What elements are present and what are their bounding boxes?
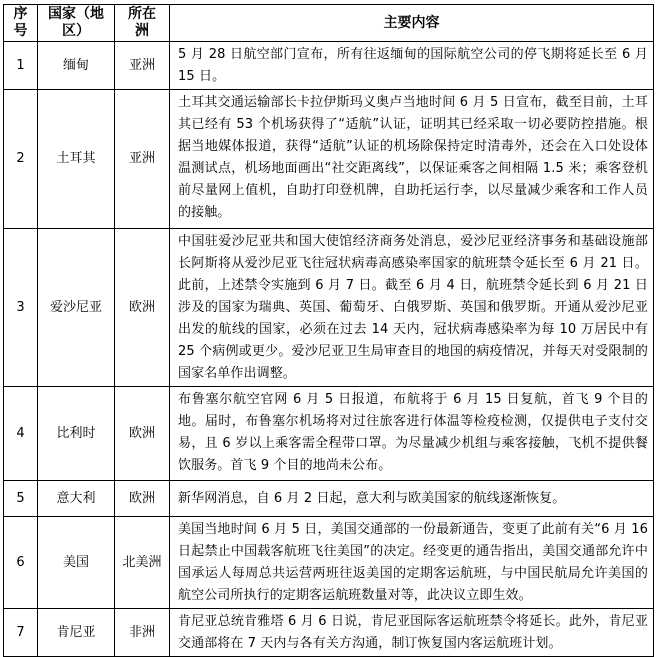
table-row [4, 517, 654, 609]
row-content: 5 月 28 日航空部门宣布，所有往返缅甸的国际航空公司的停飞期将延长至 6 月 15 日。 [170, 42, 654, 90]
header-index: 序号 [4, 5, 38, 42]
row-index: 6 [4, 517, 38, 609]
row-region: 北美洲 [115, 517, 170, 609]
header-content: 主要内容 [170, 5, 654, 42]
row-content: 土耳其交通运输部长卡拉伊斯玛义奥卢当地时间 6 月 5 日宣布，截至目前，土耳其已经有 53 个机场获得了“适航”认证，证明其已经采取一切必要防控措施。根据当地媒体报道，获得“适航”认证的机场除保持定时清毒外，还会在入口处设体温测试点，机场地面画出“社交距离线”，以保证乘客之间相隔 1.5 米；乘客登机前尽量网上值机，自助打印登机牌，自助托运行李，以尽量减少乘客和工作人员的接触。 [170, 90, 654, 229]
row-region: 欧洲 [115, 229, 170, 387]
table-row [4, 481, 654, 517]
row-index: 5 [4, 481, 38, 517]
row-content: 布鲁塞尔航空官网 6 月 5 日报道，布航将于 6 月 15 日复航，首飞 9 个目的地。届时，布鲁塞尔机场将对过往旅客进行体温等检疫检测，仅提供电子支付交易，且 6 岁以上乘客需全程带口罩。为尽量减少机组与乘客接触，飞机不提供餐饮服务。首飞 9 个目的地尚未公布。 [170, 387, 654, 481]
table-row [4, 90, 654, 229]
row-index: 4 [4, 387, 38, 481]
row-region: 欧洲 [115, 481, 170, 517]
row-content: 肯尼亚总统肯雅塔 6 月 6 日说，肯尼亚国际客运航班禁令将延长。此外，肯尼亚交通部将在 7 天内与各有关方沟通，制订恢复国内客运航班计划。 [170, 609, 654, 657]
row-country: 土耳其 [38, 90, 115, 229]
row-index: 2 [4, 90, 38, 229]
row-content: 新华网消息，自 6 月 2 日起，意大利与欧美国家的航线逐渐恢复。 [170, 481, 654, 517]
row-index: 1 [4, 42, 38, 90]
header-country: 国家（地区） [38, 5, 115, 42]
table-row [4, 609, 654, 657]
row-country: 肯尼亚 [38, 609, 115, 657]
row-content: 中国驻爱沙尼亚共和国大使馆经济商务处消息，爱沙尼亚经济事务和基础设施部长阿斯将从爱沙尼亚飞往冠状病毒高感染率国家的航班禁令延长至 6 月 21 日。此前，上述禁令实施到 6 月 7 日。截至 6 月 4 日，航班禁令延长到 6 月 21 日涉及的国家为瑞典、英国、葡萄牙、白俄罗斯、英国和俄罗斯。开通从爱沙尼亚出发的航线的国家，必须在过去 14 天内，冠状病毒感染率为每 10 万居民中有 25 个病例或更少。爱沙尼亚卫生局审查目的地国的病疫情况，并每天对受限制的国家名单作出调整。 [170, 229, 654, 387]
header-row [4, 5, 654, 42]
policy-table [3, 4, 654, 657]
row-country: 比利时 [38, 387, 115, 481]
row-country: 意大利 [38, 481, 115, 517]
table-row [4, 42, 654, 90]
row-region: 亚洲 [115, 90, 170, 229]
table-row [4, 229, 654, 387]
row-country: 美国 [38, 517, 115, 609]
table-row [4, 387, 654, 481]
row-region: 欧洲 [115, 387, 170, 481]
row-region: 亚洲 [115, 42, 170, 90]
row-index: 3 [4, 229, 38, 387]
row-country-text: 爱沙尼亚 [50, 299, 103, 315]
row-content: 美国当地时间 6 月 5 日，美国交通部的一份最新通告，变更了此前有关“6 月 16 日起禁止中国载客航班飞往美国”的决定。经变更的通告指出，美国交通部允许中国承运人每周总共运营两班往返美国的定期客运航班，与中国民航局允许美国的航空公司所执行的定期客运航班数量对等，此决议立即生效。 [170, 517, 654, 609]
row-index: 7 [4, 609, 38, 657]
row-country [38, 229, 115, 387]
row-region: 非洲 [115, 609, 170, 657]
header-region: 所在洲 [115, 5, 170, 42]
row-country: 缅甸 [38, 42, 115, 90]
